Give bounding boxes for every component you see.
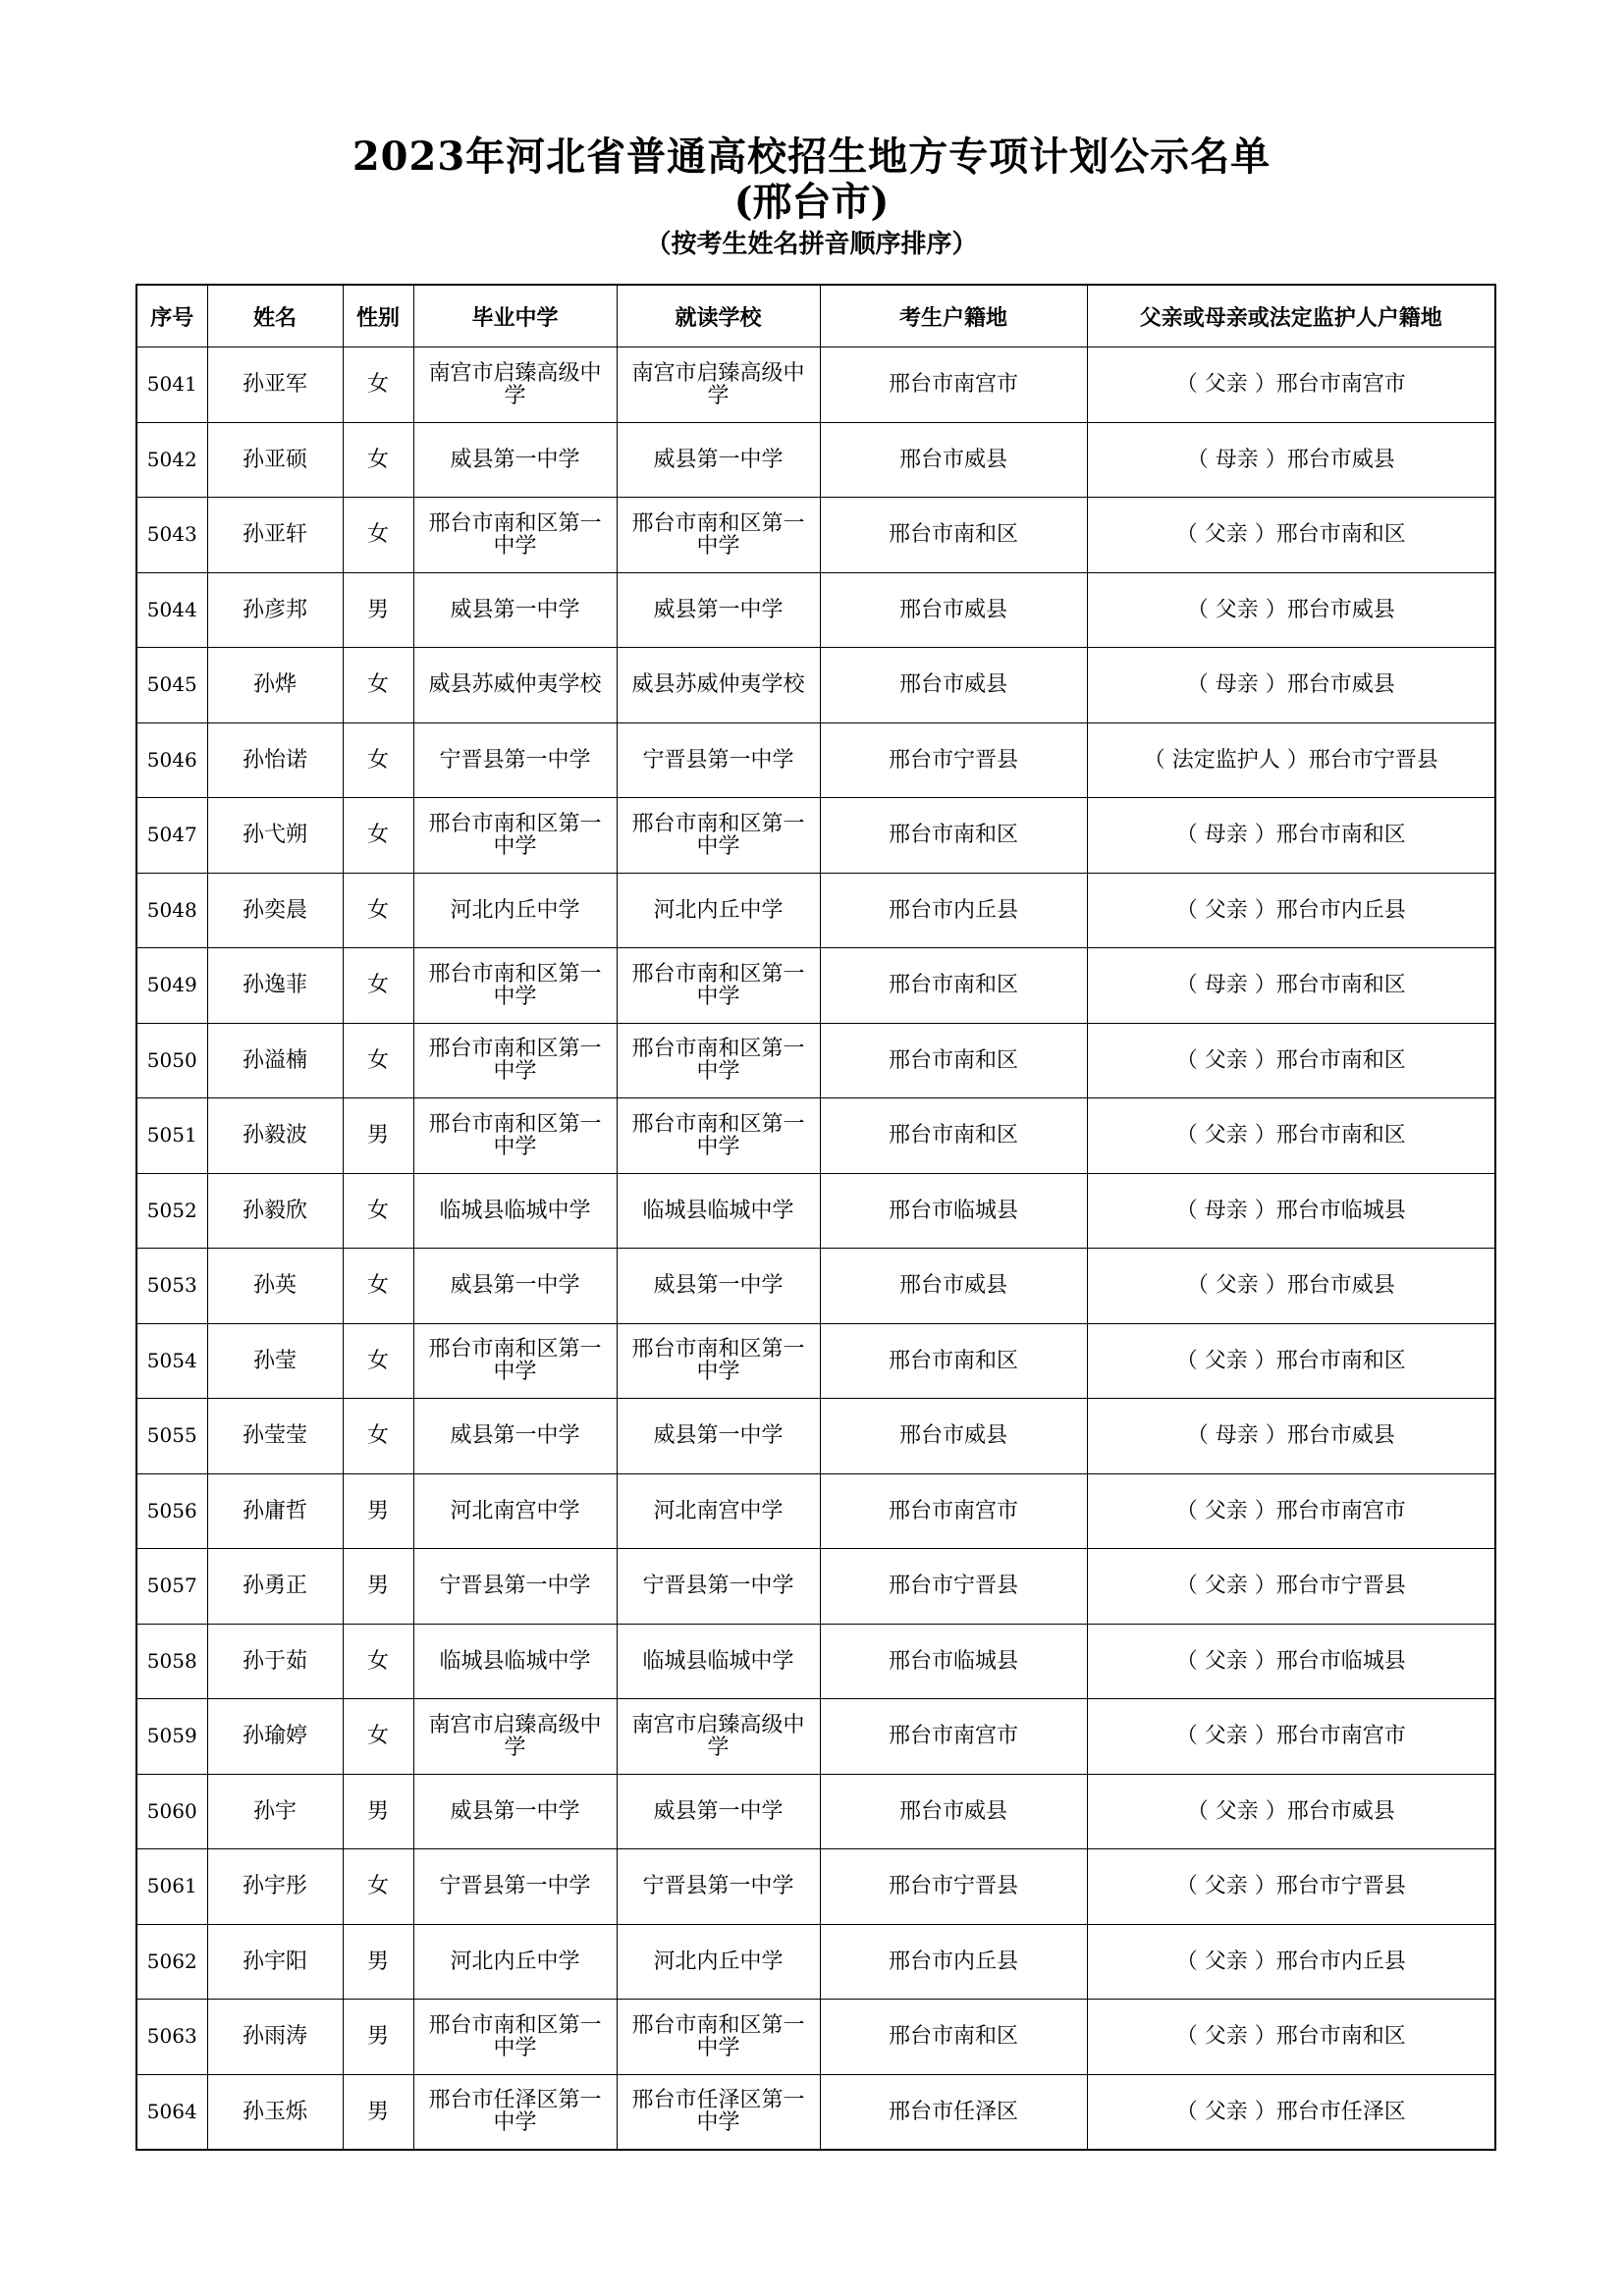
cell-graduation-school: 邢台市南和区第一中学	[413, 948, 617, 1024]
cell-name: 孙宇阳	[207, 1924, 343, 2000]
cell-serial-number: 5049	[136, 948, 207, 1024]
cell-graduation-school: 威县第一中学	[413, 422, 617, 498]
header-graduation-school: 毕业中学	[413, 285, 617, 347]
cell-gender: 女	[343, 1849, 413, 1925]
cell-gender: 男	[343, 1924, 413, 2000]
cell-name: 孙毅波	[207, 1098, 343, 1174]
cell-serial-number: 5047	[136, 798, 207, 874]
cell-gender: 女	[343, 1173, 413, 1249]
cell-current-school: 邢台市任泽区第一中学	[617, 2074, 820, 2150]
cell-guardian-hukou: （ 父亲 ）邢台市南宫市	[1087, 1699, 1495, 1775]
cell-graduation-school: 河北内丘中学	[413, 873, 617, 948]
cell-serial-number: 5054	[136, 1323, 207, 1399]
cell-current-school: 威县第一中学	[617, 422, 820, 498]
cell-gender: 男	[343, 1473, 413, 1549]
table-row	[136, 422, 1495, 498]
cell-name: 孙玉烁	[207, 2074, 343, 2150]
cell-gender: 女	[343, 1023, 413, 1098]
cell-current-school: 邢台市南和区第一中学	[617, 948, 820, 1024]
cell-gender: 女	[343, 1699, 413, 1775]
table-row	[136, 1323, 1495, 1399]
table-row	[136, 1173, 1495, 1249]
cell-gender: 男	[343, 2074, 413, 2150]
table-row	[136, 648, 1495, 723]
cell-guardian-hukou: （ 法定监护人 ）邢台市宁晋县	[1087, 722, 1495, 798]
cell-student-hukou: 邢台市威县	[820, 572, 1087, 648]
cell-serial-number: 5063	[136, 2000, 207, 2075]
cell-gender: 男	[343, 572, 413, 648]
cell-gender: 男	[343, 1549, 413, 1625]
cell-graduation-school: 河北南宫中学	[413, 1473, 617, 1549]
cell-graduation-school: 邢台市任泽区第一中学	[413, 2074, 617, 2150]
cell-current-school: 邢台市南和区第一中学	[617, 798, 820, 874]
cell-serial-number: 5045	[136, 648, 207, 723]
cell-student-hukou: 邢台市南和区	[820, 1098, 1087, 1174]
cell-current-school: 南宫市启臻高级中学	[617, 347, 820, 423]
cell-current-school: 宁晋县第一中学	[617, 1549, 820, 1625]
cell-graduation-school: 邢台市南和区第一中学	[413, 1323, 617, 1399]
cell-serial-number: 5046	[136, 722, 207, 798]
cell-graduation-school: 威县第一中学	[413, 1774, 617, 1849]
cell-guardian-hukou: （ 父亲 ）邢台市内丘县	[1087, 1924, 1495, 2000]
cell-guardian-hukou: （ 父亲 ）邢台市内丘县	[1087, 873, 1495, 948]
cell-guardian-hukou: （ 父亲 ）邢台市宁晋县	[1087, 1549, 1495, 1625]
cell-name: 孙彦邦	[207, 572, 343, 648]
cell-serial-number: 5050	[136, 1023, 207, 1098]
cell-serial-number: 5061	[136, 1849, 207, 1925]
cell-graduation-school: 宁晋县第一中学	[413, 1549, 617, 1625]
cell-graduation-school: 河北内丘中学	[413, 1924, 617, 2000]
cell-serial-number: 5055	[136, 1399, 207, 1474]
cell-graduation-school: 邢台市南和区第一中学	[413, 2000, 617, 2075]
table-row	[136, 1624, 1495, 1699]
cell-guardian-hukou: （ 父亲 ）邢台市威县	[1087, 572, 1495, 648]
cell-current-school: 临城县临城中学	[617, 1173, 820, 1249]
cell-guardian-hukou: （ 母亲 ）邢台市临城县	[1087, 1173, 1495, 1249]
cell-guardian-hukou: （ 父亲 ）邢台市任泽区	[1087, 2074, 1495, 2150]
cell-current-school: 威县第一中学	[617, 1399, 820, 1474]
cell-graduation-school: 邢台市南和区第一中学	[413, 498, 617, 573]
sort-note: （按考生姓名拼音顺序排序）	[645, 230, 978, 259]
table-row	[136, 1774, 1495, 1849]
cell-name: 孙弋朔	[207, 798, 343, 874]
cell-gender: 女	[343, 648, 413, 723]
cell-graduation-school: 南宫市启臻高级中学	[413, 1699, 617, 1775]
cell-student-hukou: 邢台市南和区	[820, 1323, 1087, 1399]
cell-guardian-hukou: （ 父亲 ）邢台市宁晋县	[1087, 1849, 1495, 1925]
cell-current-school: 邢台市南和区第一中学	[617, 498, 820, 573]
cell-guardian-hukou: （ 父亲 ）邢台市南和区	[1087, 2000, 1495, 2075]
cell-graduation-school: 临城县临城中学	[413, 1173, 617, 1249]
cell-serial-number: 5064	[136, 2074, 207, 2150]
cell-name: 孙亚硕	[207, 422, 343, 498]
cell-student-hukou: 邢台市临城县	[820, 1624, 1087, 1699]
table-header	[136, 285, 1495, 347]
cell-current-school: 威县第一中学	[617, 1249, 820, 1324]
header-name: 姓名	[207, 285, 343, 347]
cell-student-hukou: 邢台市南和区	[820, 798, 1087, 874]
cell-name: 孙亚军	[207, 347, 343, 423]
cell-current-school: 威县第一中学	[617, 1774, 820, 1849]
cell-serial-number: 5051	[136, 1098, 207, 1174]
cell-serial-number: 5053	[136, 1249, 207, 1324]
cell-current-school: 威县苏威仲夷学校	[617, 648, 820, 723]
cell-graduation-school: 邢台市南和区第一中学	[413, 1023, 617, 1098]
table-row	[136, 1924, 1495, 2000]
cell-graduation-school: 威县第一中学	[413, 1249, 617, 1324]
cell-name: 孙毅欣	[207, 1173, 343, 1249]
cell-serial-number: 5058	[136, 1624, 207, 1699]
cell-name: 孙怡诺	[207, 722, 343, 798]
cell-serial-number: 5057	[136, 1549, 207, 1625]
cell-serial-number: 5042	[136, 422, 207, 498]
cell-student-hukou: 邢台市宁晋县	[820, 1549, 1087, 1625]
cell-serial-number: 5059	[136, 1699, 207, 1775]
cell-gender: 女	[343, 498, 413, 573]
cell-guardian-hukou: （ 父亲 ）邢台市临城县	[1087, 1624, 1495, 1699]
cell-current-school: 邢台市南和区第一中学	[617, 2000, 820, 2075]
table-row	[136, 498, 1495, 573]
cell-serial-number: 5043	[136, 498, 207, 573]
cell-name: 孙庸哲	[207, 1473, 343, 1549]
cell-current-school: 邢台市南和区第一中学	[617, 1323, 820, 1399]
header-current-school: 就读学校	[617, 285, 820, 347]
cell-gender: 女	[343, 1249, 413, 1324]
cell-gender: 男	[343, 1774, 413, 1849]
cell-student-hukou: 邢台市宁晋县	[820, 722, 1087, 798]
cell-graduation-school: 宁晋县第一中学	[413, 722, 617, 798]
table-row	[136, 1549, 1495, 1625]
table-body	[136, 347, 1495, 2151]
table-row	[136, 1849, 1495, 1925]
cell-student-hukou: 邢台市威县	[820, 1249, 1087, 1324]
cell-name: 孙宇	[207, 1774, 343, 1849]
document-title: 2023年河北省普通高校招生地方专项计划公示名单	[352, 133, 1271, 180]
cell-student-hukou: 邢台市内丘县	[820, 873, 1087, 948]
cell-serial-number: 5062	[136, 1924, 207, 2000]
cell-current-school: 邢台市南和区第一中学	[617, 1023, 820, 1098]
cell-student-hukou: 邢台市宁晋县	[820, 1849, 1087, 1925]
table-row	[136, 948, 1495, 1024]
header-row	[136, 285, 1495, 347]
table-row	[136, 722, 1495, 798]
cell-student-hukou: 邢台市临城县	[820, 1173, 1087, 1249]
cell-guardian-hukou: （ 父亲 ）邢台市南宫市	[1087, 1473, 1495, 1549]
table-row	[136, 1098, 1495, 1174]
cell-name: 孙英	[207, 1249, 343, 1324]
cell-guardian-hukou: （ 母亲 ）邢台市威县	[1087, 1399, 1495, 1474]
cell-current-school: 河北内丘中学	[617, 1924, 820, 2000]
cell-gender: 女	[343, 1323, 413, 1399]
table-row	[136, 1699, 1495, 1775]
cell-graduation-school: 邢台市南和区第一中学	[413, 798, 617, 874]
cell-current-school: 河北南宫中学	[617, 1473, 820, 1549]
roster-table	[135, 284, 1496, 2151]
document-subtitle: (邢台市)	[733, 179, 890, 225]
cell-name: 孙溢楠	[207, 1023, 343, 1098]
cell-graduation-school: 邢台市南和区第一中学	[413, 1098, 617, 1174]
cell-name: 孙莹莹	[207, 1399, 343, 1474]
cell-guardian-hukou: （ 父亲 ）邢台市南和区	[1087, 1023, 1495, 1098]
cell-gender: 女	[343, 798, 413, 874]
cell-guardian-hukou: （ 母亲 ）邢台市威县	[1087, 648, 1495, 723]
cell-student-hukou: 邢台市威县	[820, 1774, 1087, 1849]
cell-student-hukou: 邢台市南宫市	[820, 347, 1087, 423]
cell-name: 孙宇彤	[207, 1849, 343, 1925]
cell-gender: 男	[343, 2000, 413, 2075]
table-row	[136, 1399, 1495, 1474]
cell-student-hukou: 邢台市南和区	[820, 498, 1087, 573]
cell-serial-number: 5048	[136, 873, 207, 948]
cell-current-school: 河北内丘中学	[617, 873, 820, 948]
cell-name: 孙瑜婷	[207, 1699, 343, 1775]
cell-guardian-hukou: （ 母亲 ）邢台市南和区	[1087, 948, 1495, 1024]
cell-name: 孙逸菲	[207, 948, 343, 1024]
cell-gender: 女	[343, 1624, 413, 1699]
cell-student-hukou: 邢台市任泽区	[820, 2074, 1087, 2150]
table-row	[136, 2000, 1495, 2075]
cell-gender: 女	[343, 422, 413, 498]
header-student-hukou: 考生户籍地	[820, 285, 1087, 347]
cell-guardian-hukou: （ 父亲 ）邢台市威县	[1087, 1249, 1495, 1324]
cell-graduation-school: 威县第一中学	[413, 572, 617, 648]
cell-name: 孙雨涛	[207, 2000, 343, 2075]
cell-student-hukou: 邢台市南宫市	[820, 1473, 1087, 1549]
cell-guardian-hukou: （ 父亲 ）邢台市南和区	[1087, 1098, 1495, 1174]
cell-name: 孙烨	[207, 648, 343, 723]
cell-current-school: 宁晋县第一中学	[617, 722, 820, 798]
cell-student-hukou: 邢台市南宫市	[820, 1699, 1087, 1775]
cell-student-hukou: 邢台市南和区	[820, 1023, 1087, 1098]
header-guardian-hukou: 父亲或母亲或法定监护人户籍地	[1087, 285, 1495, 347]
table-row	[136, 798, 1495, 874]
cell-current-school: 宁晋县第一中学	[617, 1849, 820, 1925]
header-gender: 性别	[343, 285, 413, 347]
cell-current-school: 邢台市南和区第一中学	[617, 1098, 820, 1174]
cell-serial-number: 5060	[136, 1774, 207, 1849]
cell-student-hukou: 邢台市南和区	[820, 2000, 1087, 2075]
table-row	[136, 1023, 1495, 1098]
cell-student-hukou: 邢台市南和区	[820, 948, 1087, 1024]
cell-graduation-school: 威县第一中学	[413, 1399, 617, 1474]
cell-gender: 女	[343, 948, 413, 1024]
cell-serial-number: 5056	[136, 1473, 207, 1549]
cell-student-hukou: 邢台市威县	[820, 422, 1087, 498]
table-row	[136, 572, 1495, 648]
cell-student-hukou: 邢台市威县	[820, 648, 1087, 723]
cell-name: 孙于茹	[207, 1624, 343, 1699]
cell-guardian-hukou: （ 父亲 ）邢台市南和区	[1087, 1323, 1495, 1399]
cell-name: 孙亚轩	[207, 498, 343, 573]
cell-student-hukou: 邢台市内丘县	[820, 1924, 1087, 2000]
cell-graduation-school: 威县苏威仲夷学校	[413, 648, 617, 723]
cell-guardian-hukou: （ 父亲 ）邢台市南宫市	[1087, 347, 1495, 423]
table-row	[136, 1473, 1495, 1549]
cell-graduation-school: 宁晋县第一中学	[413, 1849, 617, 1925]
cell-serial-number: 5041	[136, 347, 207, 423]
cell-gender: 女	[343, 347, 413, 423]
table-row	[136, 873, 1495, 948]
header-serial-number: 序号	[136, 285, 207, 347]
cell-current-school: 临城县临城中学	[617, 1624, 820, 1699]
cell-gender: 女	[343, 722, 413, 798]
cell-name: 孙勇正	[207, 1549, 343, 1625]
table-row	[136, 1249, 1495, 1324]
cell-name: 孙奕晨	[207, 873, 343, 948]
cell-gender: 男	[343, 1098, 413, 1174]
cell-current-school: 南宫市启臻高级中学	[617, 1699, 820, 1775]
cell-student-hukou: 邢台市威县	[820, 1399, 1087, 1474]
cell-guardian-hukou: （ 父亲 ）邢台市威县	[1087, 1774, 1495, 1849]
cell-current-school: 威县第一中学	[617, 572, 820, 648]
cell-guardian-hukou: （ 母亲 ）邢台市威县	[1087, 422, 1495, 498]
cell-graduation-school: 南宫市启臻高级中学	[413, 347, 617, 423]
cell-gender: 女	[343, 1399, 413, 1474]
table-row	[136, 347, 1495, 423]
cell-name: 孙莹	[207, 1323, 343, 1399]
cell-serial-number: 5044	[136, 572, 207, 648]
cell-guardian-hukou: （ 父亲 ）邢台市南和区	[1087, 498, 1495, 573]
cell-guardian-hukou: （ 母亲 ）邢台市南和区	[1087, 798, 1495, 874]
table-row	[136, 2074, 1495, 2150]
cell-serial-number: 5052	[136, 1173, 207, 1249]
cell-graduation-school: 临城县临城中学	[413, 1624, 617, 1699]
cell-gender: 女	[343, 873, 413, 948]
